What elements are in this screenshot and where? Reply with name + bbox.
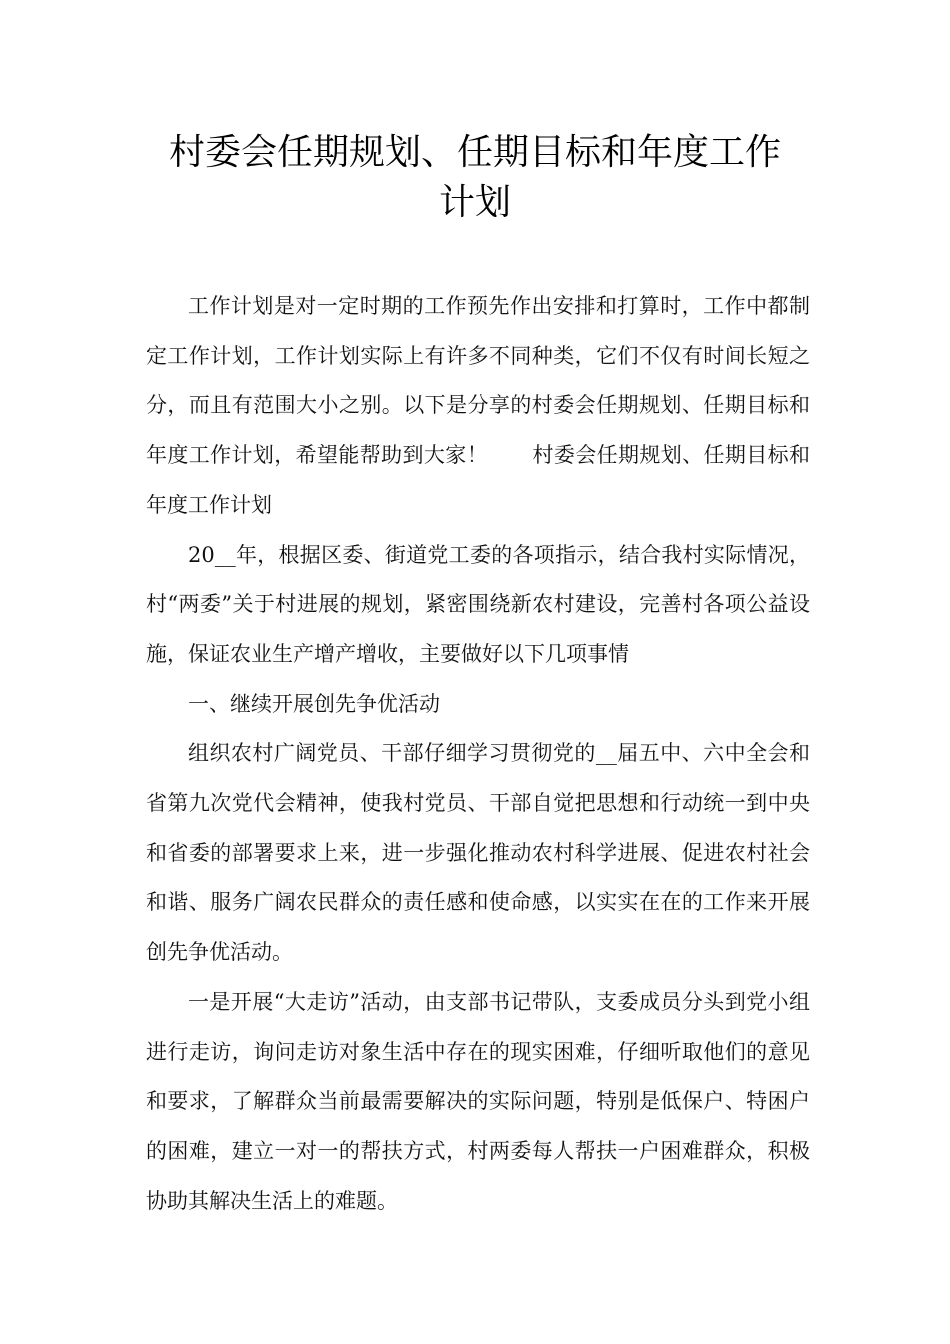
intro-paragraph <box>146 282 810 531</box>
intro-text: 工作计划是对一定时期的工作预先作出安排和打算时，工作中都制定工作计划，工作计划实际上有许多不同种类，它们不仅有时间长短之分，而且有范围大小之别。以下是分享的村委会任期规划、任期目标和年度工作计划，希望能帮助到大家！ <box>146 294 810 468</box>
body-paragraph-3: 一是开展“大走访”活动，由支部书记带队，支委成员分头到党小组进行走访，询问走访对象生活中存在的现实困难，仔细听取他们的意见和要求，了解群众当前最需要解决的实际问题，特别是低保户、特困户的困难，建立一对一的帮扶方式，村两委每人帮扶一户困难群众，积极协助其解决生活上的难题。 <box>146 989 810 1213</box>
document-title <box>120 128 830 228</box>
title-line-1: 村委会任期规划、任期目标和年度工作 <box>168 132 781 173</box>
document-body <box>146 282 810 1226</box>
body-paragraph-1: 20__年，根据区委、街道党工委的各项指示，结合我村实际情况，村“两委”关于村进展的规划，紧密围绕新农村建设，完善村各项公益设施，保证农业生产增产增收，主要做好以下几项事情 <box>146 542 810 666</box>
body-paragraph-2: 组织农村广阔党员、干部仔细学习贯彻党的__届五中、六中全会和省第九次党代会精神，使我村党员、干部自觉把思想和行动统一到中央和省委的部署要求上来，进一步强化推动农村科学进展、促进农村社会和谐、服务广阔农民群众的责任感和使命感，以实实在在的工作来开展创先争优活动。 <box>146 741 810 965</box>
title-line-2: 计划 <box>438 182 511 223</box>
section-heading-1: 一、继续开展创先争优活动 <box>188 691 440 716</box>
intro-subtitle-text: 村委会任期规划、任期目标和年度工作计划 <box>146 443 811 517</box>
